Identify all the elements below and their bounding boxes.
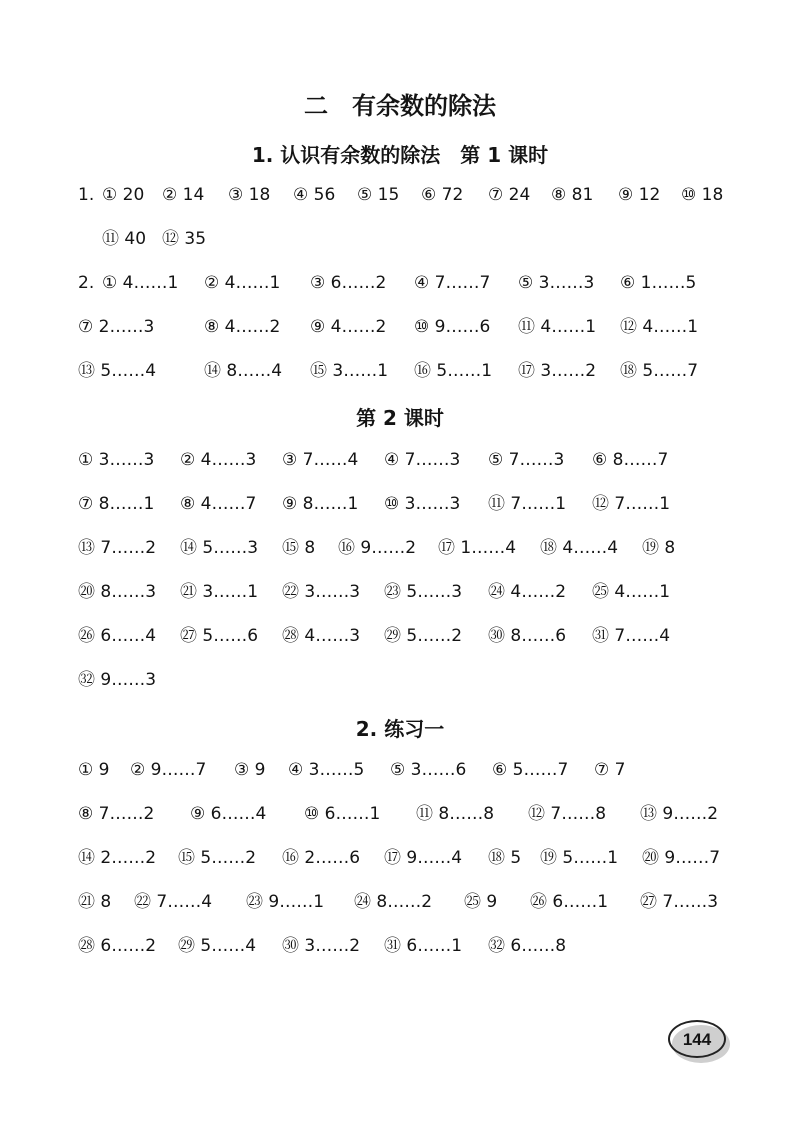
answer-item: ㉛ 7……4: [592, 626, 671, 646]
answer-item: ㉓ 9……1: [246, 892, 325, 912]
answer-item: ② 9……7: [130, 760, 207, 780]
answer-item: ③ 6……2: [310, 273, 387, 293]
s3-row-2: [0, 799, 800, 829]
s3-row-1: [0, 755, 800, 785]
answer-item: ⑱ 5……7: [620, 361, 699, 381]
answer-item: ⑬ 7……2: [78, 538, 157, 558]
answer-item: ⑪ 8……8: [416, 804, 495, 824]
answer-item: ⑬ 5……4: [78, 361, 157, 381]
answer-item: ⑧ 7……2: [78, 804, 155, 824]
answer-item: ㉜ 6……8: [488, 936, 567, 956]
section1-title: 1. 认识有余数的除法 第 1 课时: [251, 143, 549, 167]
answer-item: ① 9: [78, 760, 110, 780]
answer-item: ㉗ 5……6: [180, 626, 259, 646]
section2-title: 第 2 课时: [356, 406, 444, 430]
answer-item: ⑦ 8……1: [78, 494, 155, 514]
answer-item: ⑦ 7: [594, 760, 626, 780]
answer-item: ⑬ 9……2: [640, 804, 719, 824]
answer-item: ⑳ 9……7: [642, 848, 721, 868]
answer-item: ⑦ 2……3: [78, 317, 155, 337]
answer-item: ㉙ 5……2: [384, 626, 463, 646]
answer-item: ⑭ 5……3: [180, 538, 259, 558]
answer-item: ㉜ 9……3: [78, 670, 157, 690]
q2-row-3: [0, 356, 800, 386]
answer-item: ㉕ 9: [464, 892, 498, 912]
q1-row-2: [0, 224, 800, 254]
answer-item: ㉚ 3……2: [282, 936, 361, 956]
answer-item: ㉒ 3……3: [282, 582, 361, 602]
section3-title: 2. 练习一: [355, 717, 445, 741]
answer-item: ⑤ 3……6: [390, 760, 467, 780]
answer-item: ⑧ 4……2: [204, 317, 281, 337]
answer-item: ③ 7……4: [282, 450, 359, 470]
q2-row-1: [0, 268, 800, 298]
answer-item: ㉔ 4……2: [488, 582, 567, 602]
s3-row-3: [0, 843, 800, 873]
answer-item: ⑰ 3……2: [518, 361, 597, 381]
s2-row-6: [0, 665, 800, 695]
answer-item: ④ 7……3: [384, 450, 461, 470]
answer-item: ㉒ 7……4: [134, 892, 213, 912]
answer-item: ⑭ 2……2: [78, 848, 157, 868]
s2-row-2: [0, 489, 800, 519]
answer-item: ⑪ 4……1: [518, 317, 597, 337]
answer-item: ⑫ 7……1: [592, 494, 671, 514]
answer-item: ⑨ 12: [618, 185, 661, 205]
answer-item: ⑥ 8……7: [592, 450, 669, 470]
answer-item: ⑱ 4……4: [540, 538, 619, 558]
answer-item: ④ 56: [293, 185, 336, 205]
answer-item: ㉕ 4……1: [592, 582, 671, 602]
answer-item: ㉑ 8: [78, 892, 112, 912]
answer-item: ④ 3……5: [288, 760, 365, 780]
answer-item: ⑪ 40: [102, 229, 147, 249]
answer-item: ⑫ 4……1: [620, 317, 699, 337]
answer-item: ⑫ 35: [162, 229, 207, 249]
answer-item: ㉘ 4……3: [282, 626, 361, 646]
s2-row-1: [0, 445, 800, 475]
answer-item: ⑩ 18: [681, 185, 724, 205]
answer-item: ② 4……3: [180, 450, 257, 470]
answer-item: ⑪ 7……1: [488, 494, 567, 514]
answer-item: ⑫ 7……8: [528, 804, 607, 824]
q2-row-2: [0, 312, 800, 342]
answer-item: ② 4……1: [204, 273, 281, 293]
answer-item: ⑲ 8: [642, 538, 676, 558]
answer-item: ㉘ 6……2: [78, 936, 157, 956]
answer-item: ⑱ 5: [488, 848, 522, 868]
s3-row-5: [0, 931, 800, 961]
answer-item: ⑰ 9……4: [384, 848, 463, 868]
answer-item: ⑦ 24: [488, 185, 531, 205]
question-number: 1.: [78, 185, 95, 205]
answer-item: ㉓ 5……3: [384, 582, 463, 602]
answer-item: ⑨ 8……1: [282, 494, 359, 514]
answer-item: ⑮ 3……1: [310, 361, 389, 381]
answer-item: ㉖ 6……1: [530, 892, 609, 912]
answer-item: ⑮ 5……2: [178, 848, 257, 868]
answer-item: ⑥ 72: [421, 185, 464, 205]
answer-item: ⑩ 6……1: [304, 804, 381, 824]
answer-item: ⑤ 3……3: [518, 273, 595, 293]
answer-item: ⑧ 4……7: [180, 494, 257, 514]
answer-item: ⑨ 6……4: [190, 804, 267, 824]
answer-item: ㉔ 8……2: [354, 892, 433, 912]
answer-item: ⑯ 5……1: [414, 361, 493, 381]
answer-item: ⑤ 7……3: [488, 450, 565, 470]
answer-item: ① 4……1: [102, 273, 179, 293]
answer-item: ⑲ 5……1: [540, 848, 619, 868]
answer-item: ② 14: [162, 185, 205, 205]
answer-item: ⑩ 9……6: [414, 317, 491, 337]
answer-item: ㉙ 5……4: [178, 936, 257, 956]
page-number: 144: [668, 1020, 726, 1058]
answer-item: ⑰ 1……4: [438, 538, 517, 558]
s3-row-4: [0, 887, 800, 917]
question-number: 2.: [78, 273, 95, 293]
answer-item: ⑮ 8: [282, 538, 316, 558]
answer-item: ⑯ 2……6: [282, 848, 361, 868]
answer-item: ④ 7……7: [414, 273, 491, 293]
answer-item: ⑩ 3……3: [384, 494, 461, 514]
answer-item: ㉖ 6……4: [78, 626, 157, 646]
q1-row-1: [0, 180, 800, 210]
answer-item: ㉑ 3……1: [180, 582, 259, 602]
answer-item: ⑭ 8……4: [204, 361, 283, 381]
answer-item: ① 20: [102, 185, 145, 205]
answer-item: ㉚ 8……6: [488, 626, 567, 646]
answer-item: ⑧ 81: [551, 185, 594, 205]
s2-row-3: [0, 533, 800, 563]
answer-item: ③ 9: [234, 760, 266, 780]
answer-item: ⑤ 15: [357, 185, 400, 205]
answer-item: ⑯ 9……2: [338, 538, 417, 558]
answer-item: ⑥ 5……7: [492, 760, 569, 780]
answer-item: ③ 18: [228, 185, 271, 205]
s2-row-5: [0, 621, 800, 651]
answer-item: ⑳ 8……3: [78, 582, 157, 602]
answer-item: ㉛ 6……1: [384, 936, 463, 956]
chapter-title: 二 有余数的除法: [304, 92, 496, 120]
answer-item: ⑥ 1……5: [620, 273, 697, 293]
s2-row-4: [0, 577, 800, 607]
answer-item: ① 3……3: [78, 450, 155, 470]
answer-item: ㉗ 7……3: [640, 892, 719, 912]
answer-item: ⑨ 4……2: [310, 317, 387, 337]
